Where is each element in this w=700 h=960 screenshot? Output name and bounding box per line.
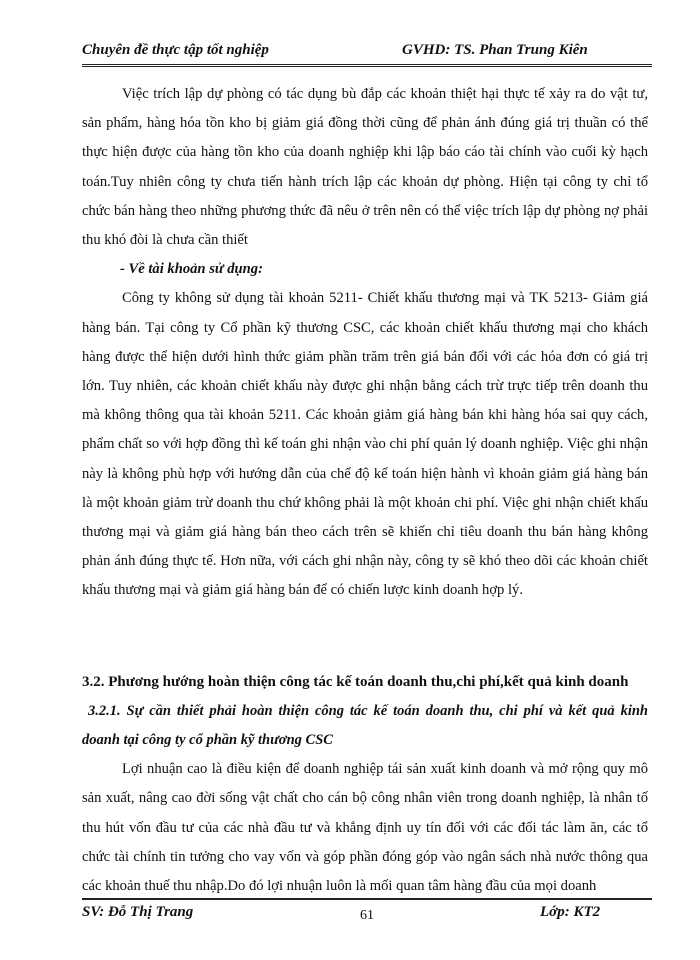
paragraph-provision: Việc trích lập dự phòng có tác dụng bù đắp các khoản thiệt hại thực tế xảy ra do vật tư, sản phẩm, hàng hóa tồn kho bị giảm giá đồng thời cũng để phản ánh đúng giá trị thuần có thể thực hiện được của hàng tồn kho của doanh nghiệp khi lập báo cáo tài chính vào cuối kỳ hạch toán.Tuy nhiên công ty chưa tiến hành trích lập các khoản dự phòng. Hiện tại công ty chỉ tổ chức bán hàng theo những phương thức đã nêu ở trên nên có thể việc trích lập dự phòng nợ phải thu khó đòi là chưa cần thiết <box>82 86 648 249</box>
page-number: 61 <box>360 908 374 923</box>
page-footer <box>82 898 652 928</box>
page-header <box>82 42 652 67</box>
paragraph-profit: Lợi nhuận cao là điều kiện để doanh nghiệp tái sản xuất kinh doanh và mở rộng quy mô sản xuất, nâng cao đời sống vật chất cho cán bộ công nhân viên trong doanh nghiệp, là nhân tố thu hút vốn đầu tư của các nhà đầu tư và khẳng định uy tín đối với các đối tác làm ăn, các tổ chức tài chính tin tưởng cho vay vốn và góp phần đóng góp vào ngân sách nhà nước thông qua các khoản thuế thu nhập.Do đó lợi nhuận luôn là mối quan tâm hàng đầu của mọi doanh <box>82 761 648 895</box>
page-body <box>82 80 648 901</box>
paragraph-accounts: Công ty không sử dụng tài khoản 5211- Chiết khấu thương mại và TK 5213- Giảm giá hàng bán. Tại công ty Cổ phần kỹ thương CSC, các khoản chiết khấu thương mại cho khách hàng được thể hiện dưới hình thức giảm phần trăm trên giá bán đối với các hóa đơn có giá trị lớn. Tuy nhiên, các khoản chiết khấu này được ghi nhận bằng cách trừ trực tiếp trên doanh thu mà không thông qua tài khoản 5211. Các khoản giảm giá hàng bán khi hàng hóa sai quy cách, phẩm chất so với hợp đồng thì kế toán ghi nhận vào chi phí quản lý doanh nghiệp. Việc ghi nhận này là không phù hợp với hướng dẫn của chế độ kế toán hiện hành vì khoản giảm giá hàng bán là một khoản giảm trừ doanh thu chứ không phải là một khoản chi phí. Việc ghi nhận chiết khấu thương mại và giảm giá hàng bán theo cách trên sẽ khiến chỉ tiêu doanh thu bán hàng không phản ánh đúng thực tế. Hơn nữa, với cách ghi nhận này, công ty sẽ khó theo dõi các khoản chiết khấu thương mại và giảm giá hàng bán để có chiến lược kinh doanh hợp lý. <box>82 290 648 599</box>
supervisor-name: GVHD: TS. Phan Trung Kiên <box>402 42 588 58</box>
subsection-title: 3.2.1. Sự cần thiết phải hoàn thiện công tác kế toán doanh thu, chi phí và kết quả kinh doanh tại công ty cổ phần kỹ thương CSC <box>82 702 648 749</box>
account-heading: - Về tài khoản sử dụng: <box>120 261 263 278</box>
section-spacer <box>82 606 648 668</box>
class-name: Lớp: KT2 <box>540 904 601 920</box>
student-name: SV: Đỗ Thị Trang <box>82 904 194 920</box>
section-title: 3.2. Phương hướng hoàn thiện công tác kế toán doanh thu,chi phí,kết quả kinh doanh <box>82 673 629 690</box>
document-title: Chuyên đề thực tập tốt nghiệp <box>82 42 269 58</box>
